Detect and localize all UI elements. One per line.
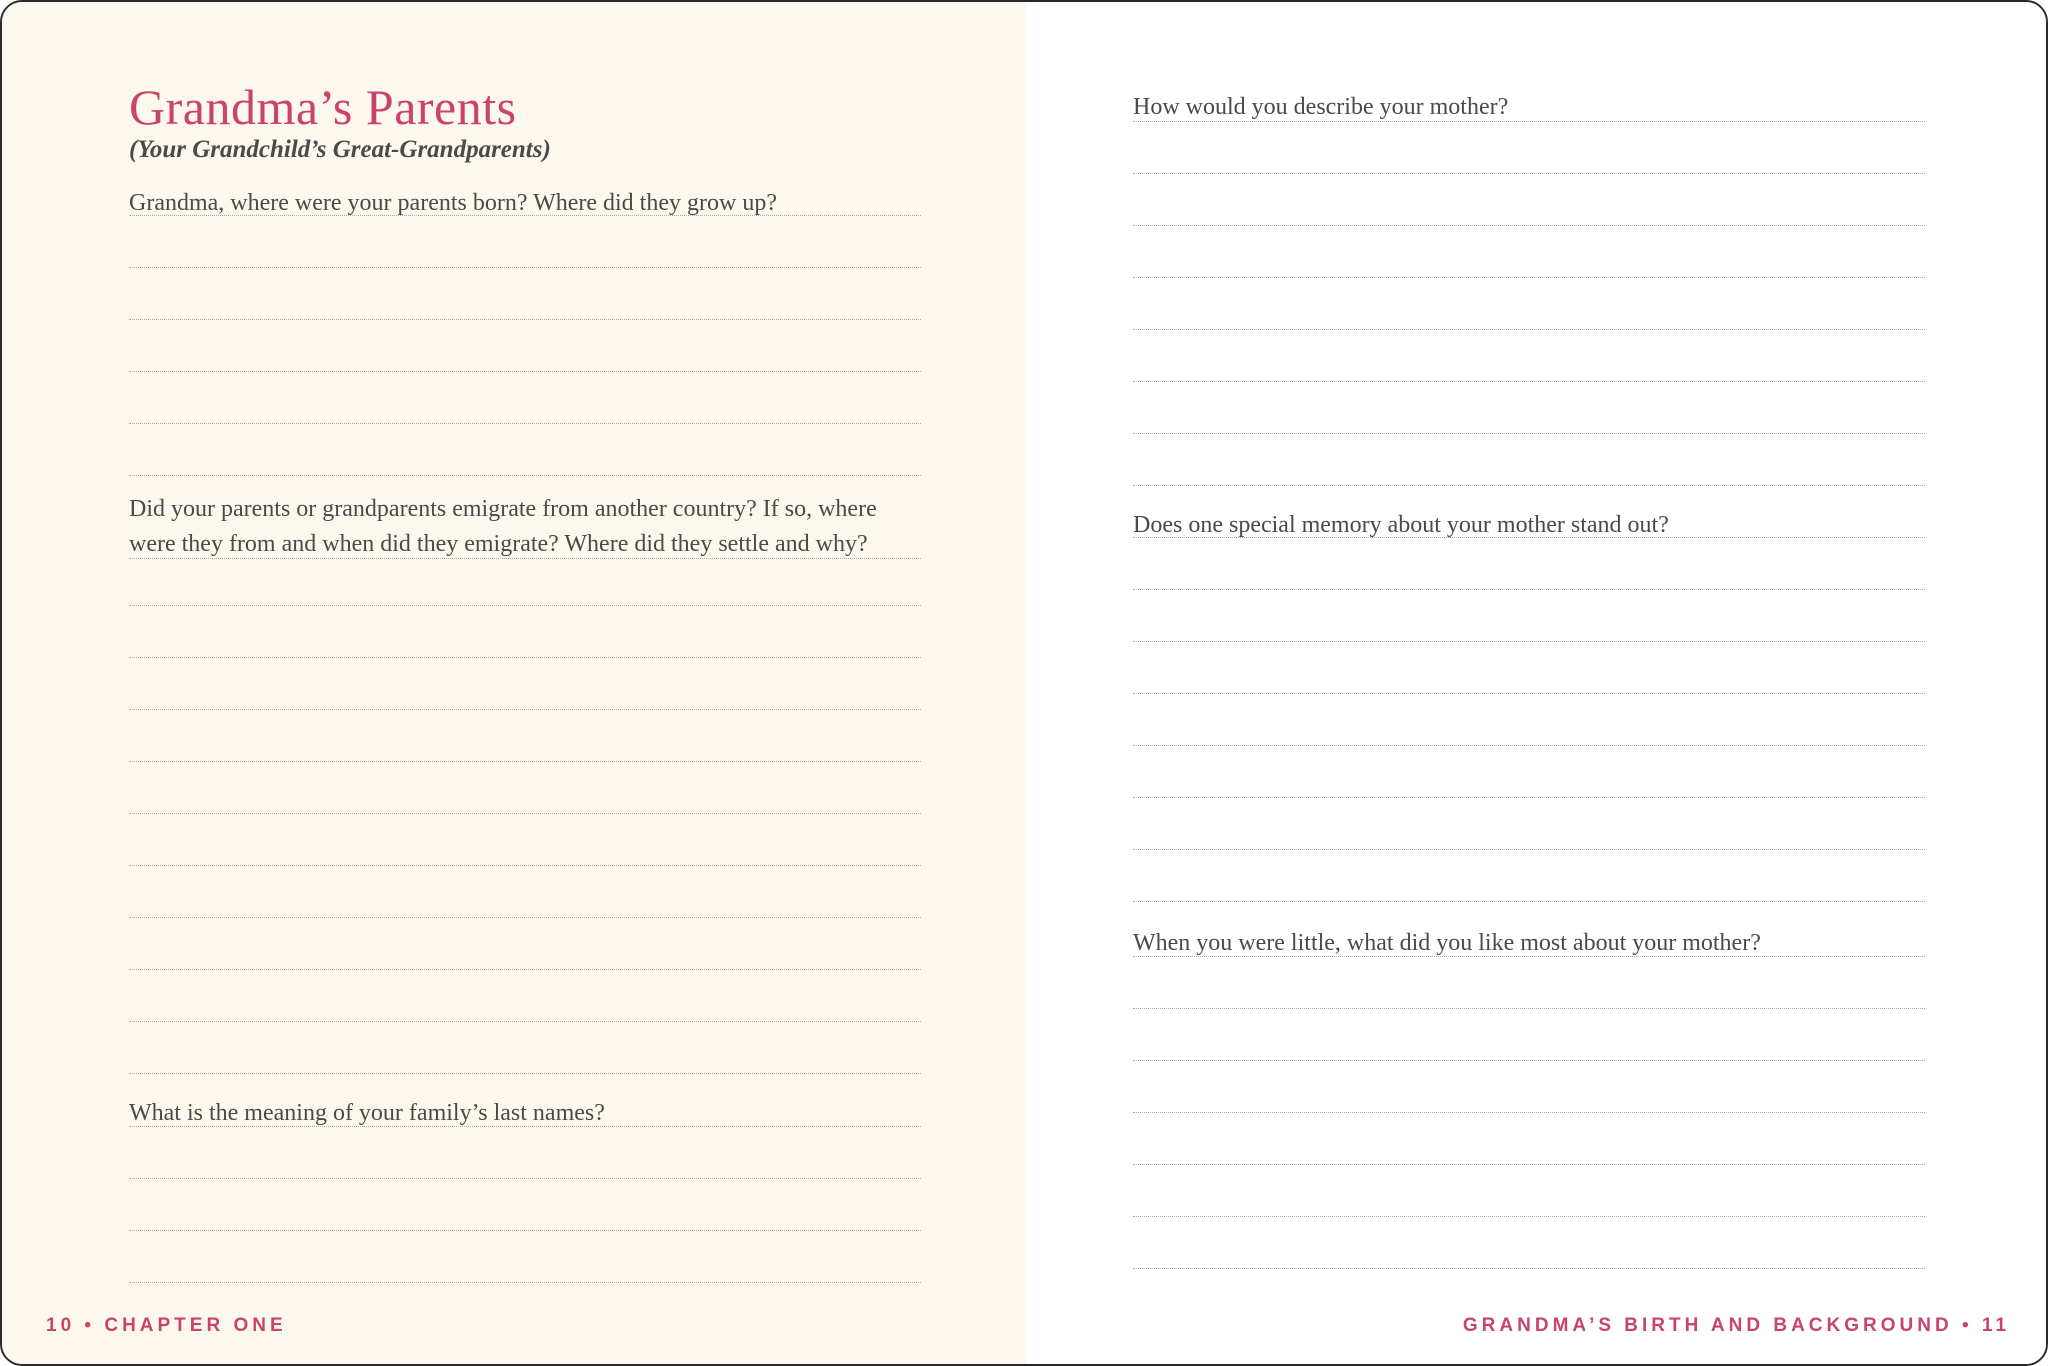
question-text-continued: were they from and when did they emigrate? Where did they settle and why? <box>129 531 868 557</box>
answer-line[interactable] <box>129 1282 921 1283</box>
answer-line[interactable] <box>129 709 921 710</box>
footer-right-page-number: GRANDMA’S BIRTH AND BACKGROUND • 11 <box>1462 1315 2010 1336</box>
answer-line[interactable] <box>1133 641 1925 642</box>
question-text: How would you describe your mother? <box>1133 94 1509 120</box>
answer-line[interactable] <box>1133 173 1925 174</box>
answer-line[interactable] <box>129 761 921 762</box>
question-block-describe-mother <box>1133 90 1925 125</box>
answer-line[interactable] <box>1133 381 1925 382</box>
answer-line[interactable] <box>1133 745 1925 746</box>
question-block-special-memory <box>1133 508 1925 543</box>
right-page <box>1026 2 2048 1366</box>
footer-left-page-number: 10 • CHAPTER ONE <box>46 1315 287 1336</box>
question-block-parents-born <box>129 186 921 221</box>
question-text: What is the meaning of your family’s last names? <box>129 1100 605 1126</box>
answer-line[interactable] <box>129 475 921 476</box>
answer-line[interactable] <box>129 558 921 559</box>
answer-line[interactable] <box>1133 485 1925 486</box>
answer-line[interactable] <box>1133 849 1925 850</box>
answer-line[interactable] <box>1133 225 1925 226</box>
left-page <box>2 2 1026 1366</box>
answer-line[interactable] <box>129 267 921 268</box>
answer-line[interactable] <box>1133 1008 1925 1009</box>
answer-line[interactable] <box>1133 1164 1925 1165</box>
question-text: When you were little, what did you like most about your mother? <box>1133 930 1761 956</box>
answer-line[interactable] <box>1133 1112 1925 1113</box>
answer-line[interactable] <box>129 969 921 970</box>
answer-line[interactable] <box>1133 537 1925 538</box>
answer-line[interactable] <box>129 215 921 216</box>
answer-line[interactable] <box>1133 277 1925 278</box>
answer-line[interactable] <box>1133 1216 1925 1217</box>
answer-line[interactable] <box>129 1073 921 1074</box>
question-text: Grandma, where were your parents born? Where did they grow up? <box>129 190 777 216</box>
answer-line[interactable] <box>129 917 921 918</box>
answer-line[interactable] <box>129 605 921 606</box>
answer-line[interactable] <box>129 657 921 658</box>
answer-line[interactable] <box>129 371 921 372</box>
answer-line[interactable] <box>129 423 921 424</box>
answer-line[interactable] <box>1133 121 1925 122</box>
answer-line[interactable] <box>1133 956 1925 957</box>
question-block-liked-most <box>1133 926 1925 961</box>
page-title: Grandma’s Parents <box>129 79 517 135</box>
question-text: Does one special memory about your mother stand out? <box>1133 512 1669 538</box>
answer-line[interactable] <box>129 813 921 814</box>
question-block-last-names <box>129 1096 921 1131</box>
page-subtitle: (Your Grandchild’s Great-Grandparents) <box>129 136 551 163</box>
answer-line[interactable] <box>129 319 921 320</box>
question-text: Did your parents or grandparents emigrate from another country? If so, where <box>129 496 877 522</box>
answer-line[interactable] <box>1133 329 1925 330</box>
answer-line[interactable] <box>1133 797 1925 798</box>
question-block-emigrate <box>129 492 921 562</box>
answer-line[interactable] <box>1133 1268 1925 1269</box>
answer-line[interactable] <box>129 1230 921 1231</box>
answer-line[interactable] <box>129 1178 921 1179</box>
answer-line[interactable] <box>129 865 921 866</box>
answer-line[interactable] <box>1133 433 1925 434</box>
answer-line[interactable] <box>129 1126 921 1127</box>
answer-line[interactable] <box>1133 693 1925 694</box>
answer-line[interactable] <box>1133 589 1925 590</box>
answer-line[interactable] <box>1133 901 1925 902</box>
answer-line[interactable] <box>129 1021 921 1022</box>
answer-line[interactable] <box>1133 1060 1925 1061</box>
